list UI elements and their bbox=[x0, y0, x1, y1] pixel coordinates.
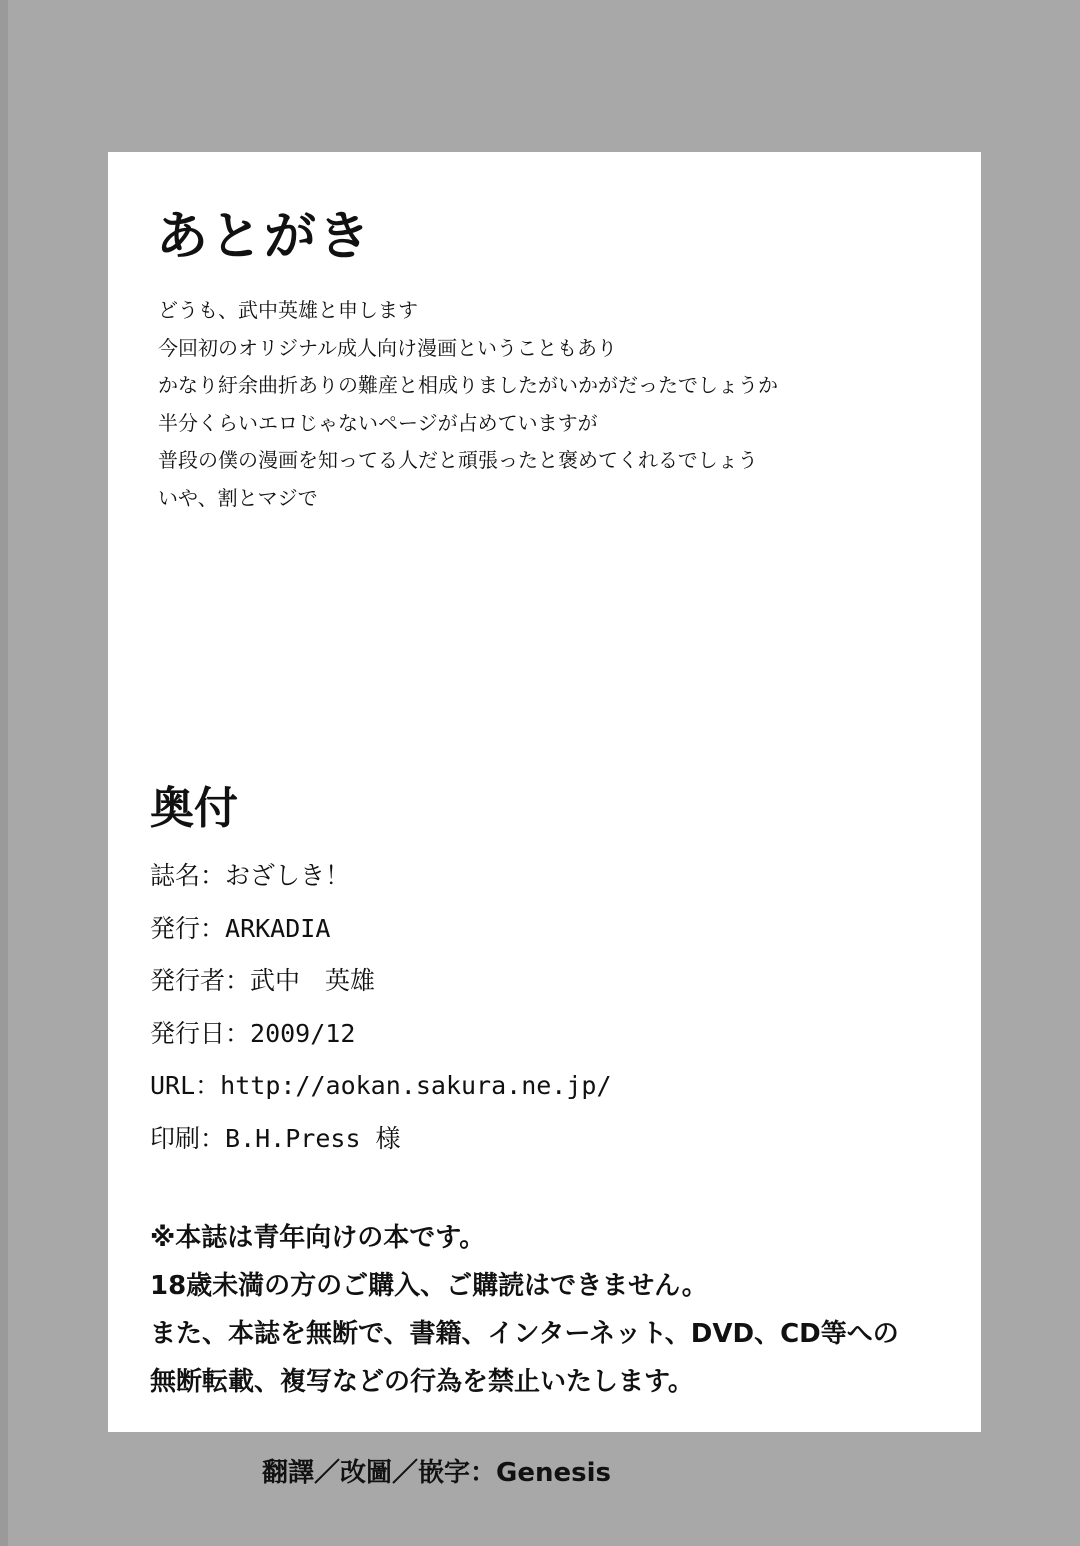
afterword-text bbox=[158, 292, 778, 517]
colophon-row-date bbox=[150, 1008, 612, 1061]
afterword-line: 半分くらいエロじゃないページが占めていますが bbox=[158, 410, 598, 435]
notice-line: ※本誌は青年向けの本です。 bbox=[150, 1223, 486, 1253]
colophon-title: 奥付 bbox=[150, 783, 238, 834]
afterword-line: 今回初のオリジナル成人向け漫画ということもあり bbox=[158, 335, 617, 360]
afterword-line: 普段の僕の漫画を知ってる人だと頑張ったと褒めてくれるでしょう bbox=[158, 448, 758, 472]
colophon-label: URL bbox=[150, 1071, 196, 1100]
afterword-title: あとがき bbox=[156, 207, 373, 267]
colophon-sep: ： bbox=[195, 1071, 221, 1100]
colophon-row-title bbox=[150, 850, 612, 903]
colophon-label: 誌名 bbox=[150, 861, 201, 890]
afterword-line: どうも、武中英雄と申します bbox=[158, 298, 418, 322]
colophon-sep: ： bbox=[200, 1123, 226, 1153]
afterword-line: いや、割とマジで bbox=[158, 485, 318, 510]
colophon-value: ARKADIA bbox=[225, 913, 331, 943]
colophon-value: 武中 英雄 bbox=[250, 966, 376, 995]
colophon-row-url bbox=[150, 1060, 612, 1113]
colophon-value: B.H.Press 様 bbox=[225, 1123, 401, 1153]
colophon-sep: ： bbox=[200, 913, 226, 943]
translation-credit: 翻譯／改圖／嵌字：Genesis bbox=[262, 1458, 611, 1488]
notice-line: 18歳未満の方のご購入、ご購読はできません。 bbox=[150, 1271, 708, 1301]
page-edge bbox=[0, 0, 8, 1546]
age-notice bbox=[150, 1214, 899, 1406]
colophon-label: 発行日 bbox=[150, 1018, 226, 1048]
colophon-label: 発行者 bbox=[150, 966, 226, 995]
colophon-label: 発行 bbox=[150, 913, 201, 943]
colophon-sep: ： bbox=[225, 1018, 251, 1048]
afterword-line: かなり紆余曲折ありの難産と相成りましたがいかがだったでしょうか bbox=[158, 373, 778, 397]
colophon-value: おざしき！ bbox=[225, 861, 351, 890]
notice-line: また、本誌を無断で、書籍、インターネット、DVD、CD等への bbox=[150, 1319, 899, 1349]
page-panel bbox=[108, 152, 981, 1432]
colophon-value: 2009/12 bbox=[250, 1018, 356, 1048]
colophon-row-printer bbox=[150, 1113, 612, 1166]
colophon-label: 印刷 bbox=[150, 1123, 201, 1153]
colophon-sep: ： bbox=[200, 861, 226, 890]
colophon-url-value: http://aokan.sakura.ne.jp/ bbox=[220, 1071, 612, 1100]
colophon-row-issuer bbox=[150, 955, 612, 1008]
colophon-row-publisher bbox=[150, 903, 612, 956]
colophon-sep: ： bbox=[225, 966, 251, 995]
colophon-list bbox=[150, 850, 612, 1165]
notice-line: 無断転載、複写などの行為を禁止いたします。 bbox=[150, 1367, 694, 1397]
